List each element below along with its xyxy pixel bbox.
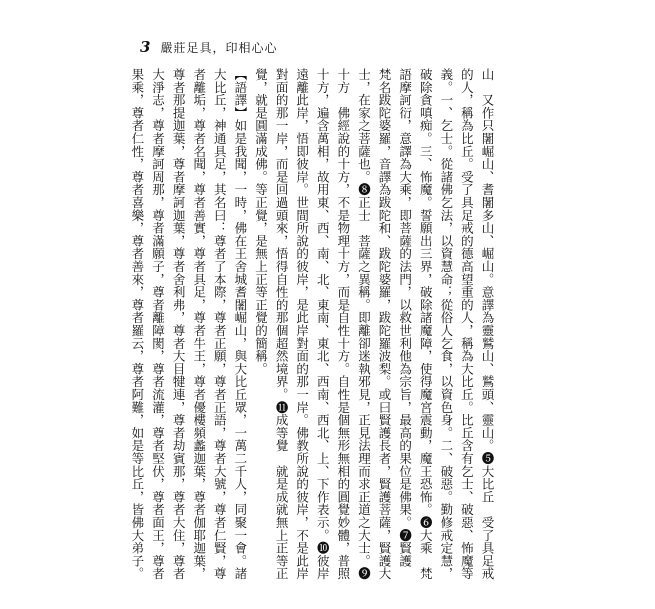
page-header — [140, 38, 277, 56]
page-number: 3 — [140, 38, 151, 56]
notes-paragraph: 山 又作只闍崛山、耆闍多山、崛山。意譯為靈鷲山、鷲頭、靈山。❺大比丘 受了具足戒的人，稱為比丘。受了具足戒的德高望重的人，稱為大比丘。比丘含有乞士、破惡、怖魔等義。一、乞士。從諸佛乞法，以資慧命；從俗人乞食，以資色身。二、破惡。勤修戒定慧，破除貪嗔痴。三、怖魔。誓願出三界，破除諸魔障，使得魔宮震動，魔王恐怖。❻大乘 梵語摩訶衍，意譯為大乘，即菩薩的法門，以救世利他為宗旨，最高的果位是佛果。❼賢護 梵名跋陀婆羅，音譯為跋陀和、跋陀婆羅，跋陀羅波梨。或曰賢護長者，賢護菩薩，賢護大士，在家之菩薩也。❽正士 菩薩之異稱。即離卻迷執邪見，正見法理而求正道之大士。❾十方 佛經說的十方，不是物理十方，而是自性十方。自性是個無形無相的圓覺妙體，普照十方，遍含萬相，故用東、西、南、北、東南、東北、西南、西北、上、下作表示。❿彼岸 遠離此岸，悟即彼岸。世間所說的彼岸，是此岸對面的那一岸。佛教所說的彼岸，不是此岸對面的那一岸，而是回過頭來，悟得自性的那個超然境界。⓫成等覺 就是成就無上正等正覺，就是圓滿成佛。等正覺，是無上正等正覺的簡稱。 — [253, 68, 495, 593]
running-title: 嚴莊足具，印相心心 — [160, 41, 278, 55]
translation-paragraph: 【語譯】如是我聞，一時，佛在王舍城耆闍崛山，與大比丘眾，一萬二千人，同聚一會。諸大比丘，神通具足，其名曰：尊者了本際，尊者正願，尊者正語，尊者大號，尊者仁賢，尊者離垢，尊者名聞，尊者善實，尊者具足，尊者牛王，尊者優樓頻蠡迦葉，尊者伽耶迦葉，尊者那提迦葉，尊者摩訶迦葉，尊者舍利弗，尊者大目犍連，尊者劫賓那，尊者大住，尊者大淨志，尊者摩訶周那，尊者滿願子，尊者離障閡，尊者流灌，尊者堅伏，尊者面王，尊者果乘，尊者仁性，尊者喜樂，尊者善來，尊者羅云，尊者阿難，如是等比丘，皆佛大弟子。 — [129, 68, 248, 580]
vertical-text-body — [126, 68, 497, 593]
